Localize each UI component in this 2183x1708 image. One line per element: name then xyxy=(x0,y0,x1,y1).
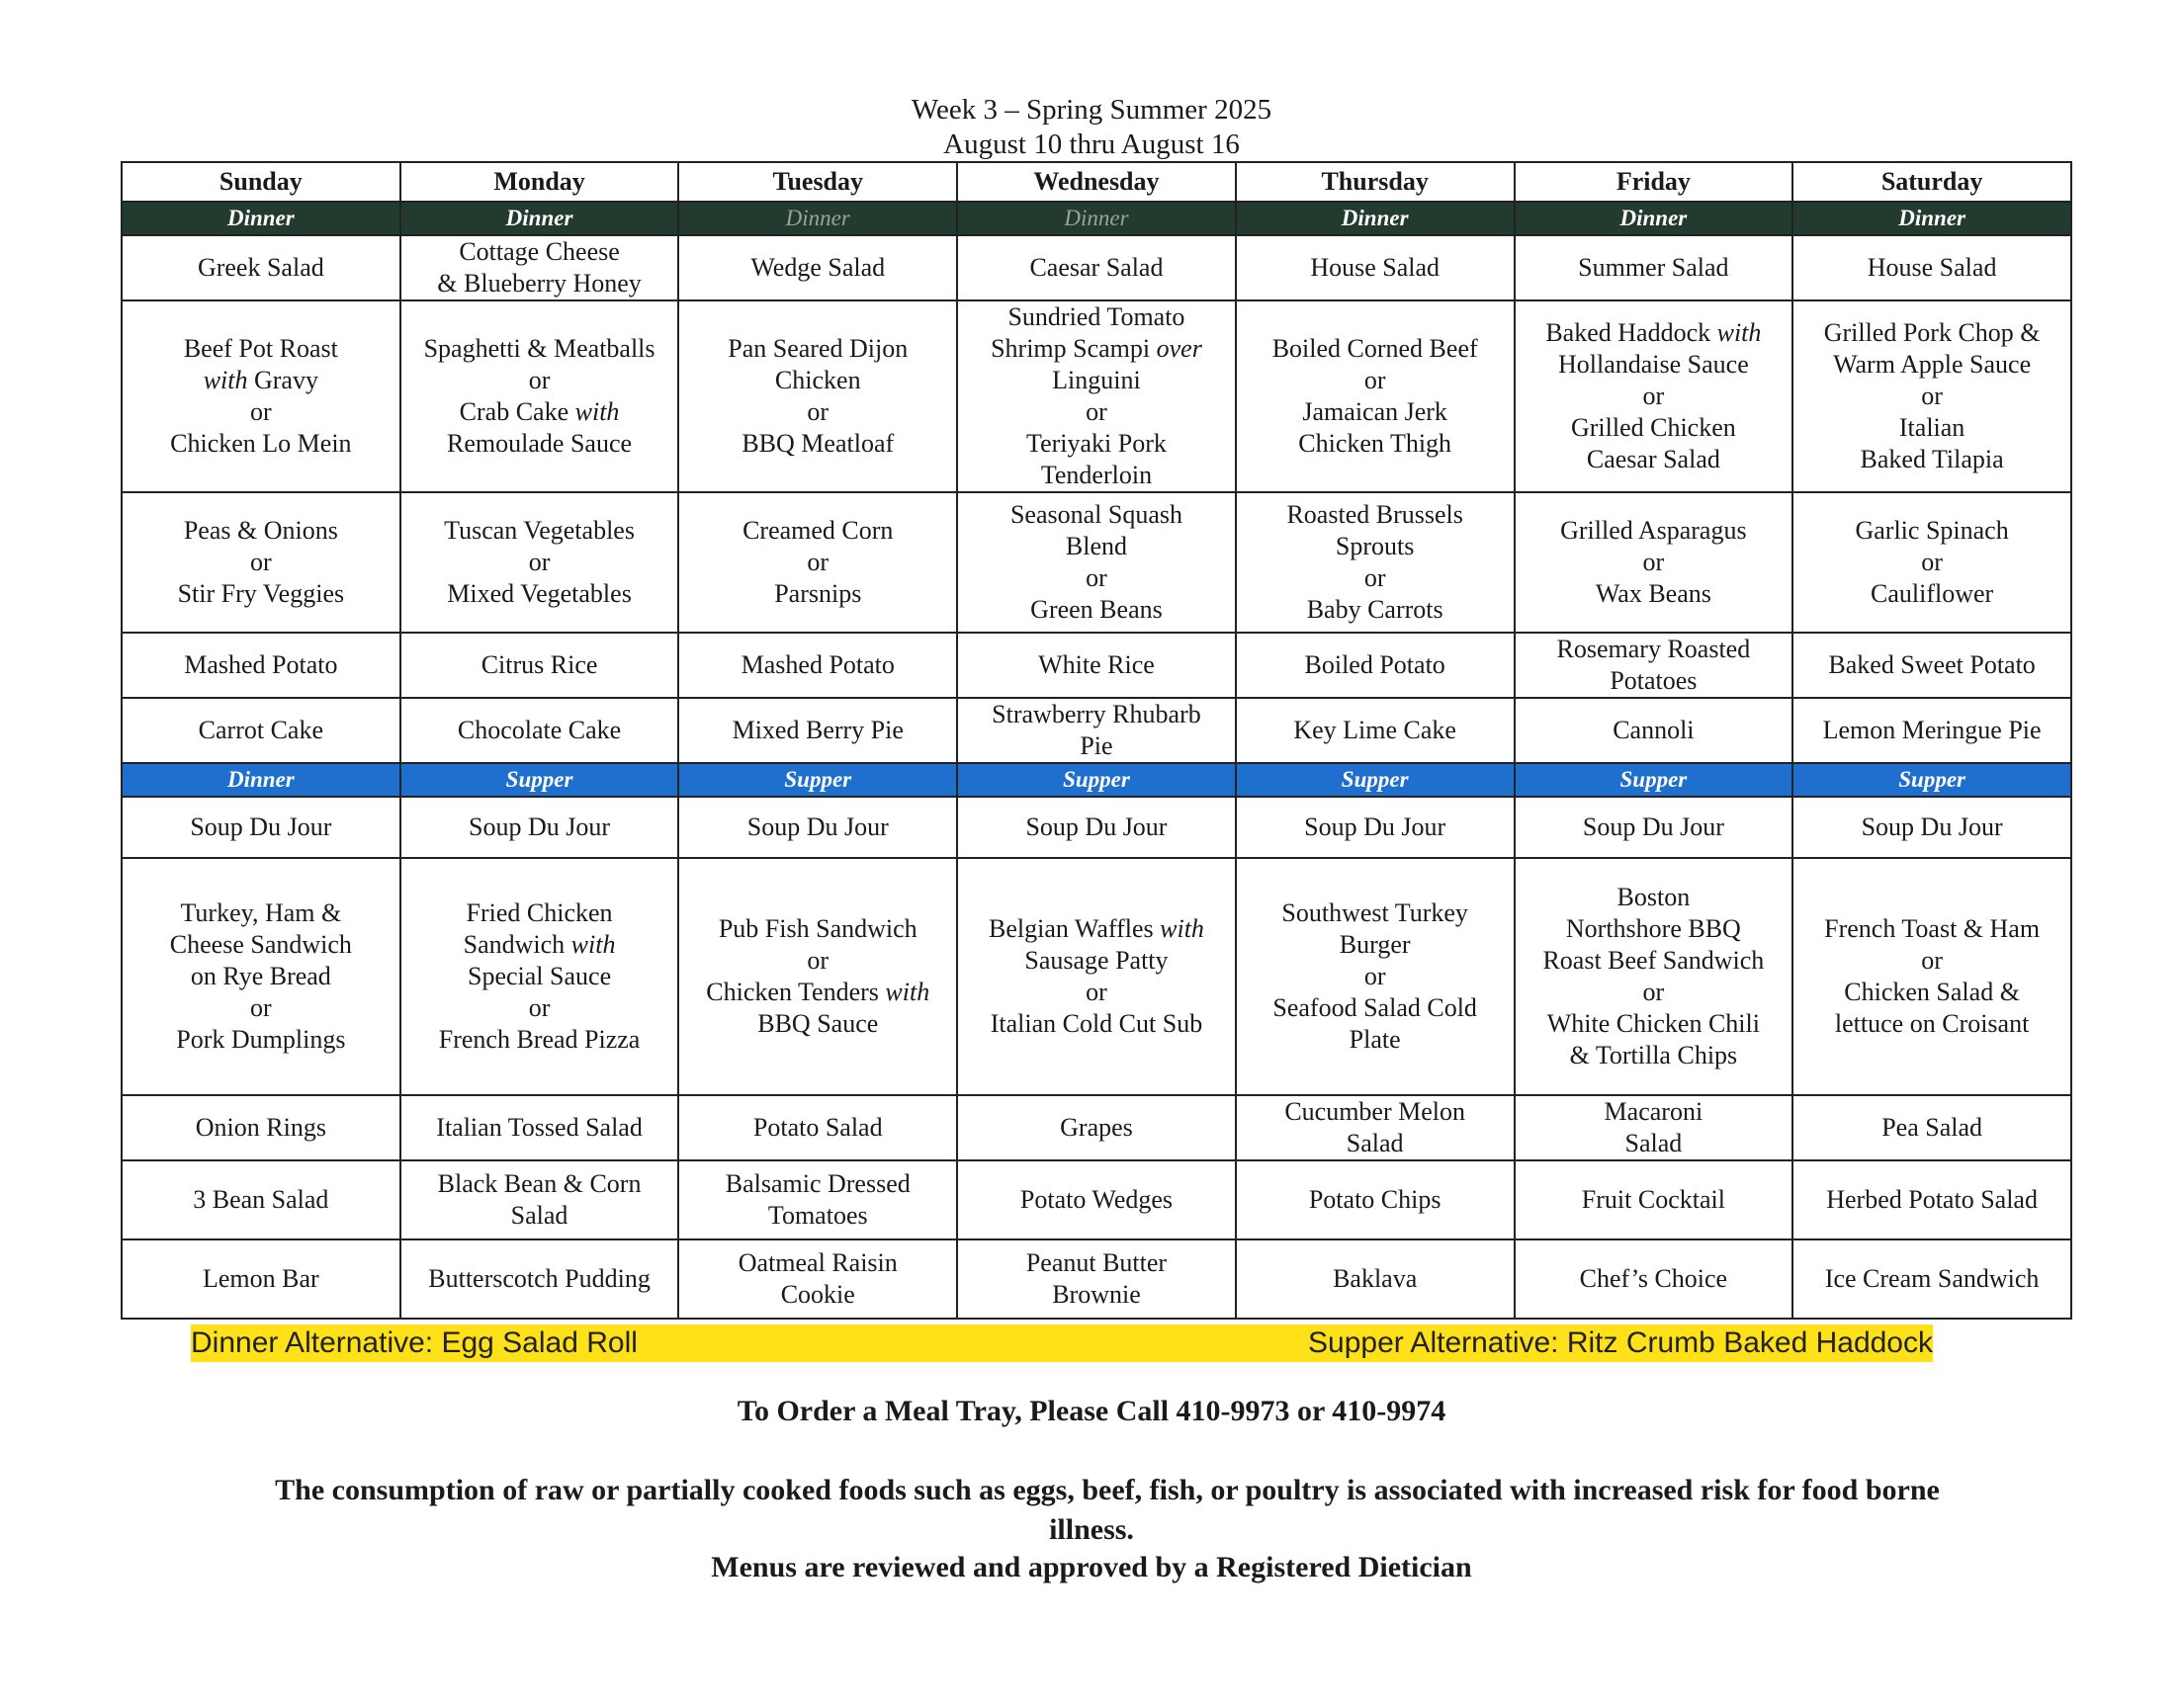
menu-cell-wednesday xyxy=(957,633,1236,698)
menu-row xyxy=(122,858,2071,1095)
weekly-menu-table xyxy=(121,161,2072,1320)
menu-item-line: Sandwich with xyxy=(463,930,616,959)
menu-cell-tuesday xyxy=(678,1239,957,1319)
menu-item-line: Balsamic Dressed xyxy=(725,1169,911,1198)
menu-cell-sunday xyxy=(122,300,400,492)
menu-item-line: & Blueberry Honey xyxy=(437,269,642,298)
menu-item-line: Cottage Cheese xyxy=(459,237,620,266)
menu-item-line: BBQ Sauce xyxy=(757,1009,879,1038)
menu-item-line: or xyxy=(1363,962,1386,990)
menu-item-line: Potato Chips xyxy=(1308,1185,1441,1214)
menu-cell-thursday xyxy=(1236,300,1515,492)
menu-item-line: Chef’s Choice xyxy=(1579,1264,1728,1293)
menu-item-line: Herbed Potato Salad xyxy=(1826,1185,2038,1214)
menu-row xyxy=(122,300,2071,492)
menu-item-line: or xyxy=(528,548,551,576)
menu-cell-tuesday xyxy=(678,235,957,300)
menu-item-line: Potatoes xyxy=(1610,666,1698,695)
menu-item-line: or xyxy=(1086,397,1107,426)
menu-cell-sunday xyxy=(122,797,400,858)
menu-item-line: or xyxy=(250,548,272,576)
meal-band-label: Dinner xyxy=(400,202,679,235)
menu-cell-thursday xyxy=(1236,1239,1515,1319)
menu-item-line: Oatmeal Raisin xyxy=(738,1248,898,1277)
menu-item-line: Macaroni xyxy=(1604,1097,1703,1126)
menu-item-line: Fruit Cocktail xyxy=(1581,1185,1725,1214)
menu-cell-monday xyxy=(400,858,679,1095)
menu-item-line: or xyxy=(1086,563,1107,592)
menu-item-line: on Rye Bread xyxy=(190,962,331,990)
menu-cell-wednesday xyxy=(957,698,1236,763)
menu-item-line: or xyxy=(1921,382,1943,410)
menu-item-line: Chicken xyxy=(774,366,861,394)
menu-cell-wednesday xyxy=(957,1239,1236,1319)
menu-cell-saturday xyxy=(1792,492,2071,633)
menu-item-line: or xyxy=(1642,978,1665,1006)
menu-item-line: with Gravy xyxy=(203,366,318,394)
menu-cell-friday xyxy=(1515,858,1793,1095)
menu-item-line: Baked Haddock with xyxy=(1545,318,1762,347)
menu-cell-sunday xyxy=(122,235,400,300)
menu-cell-monday xyxy=(400,633,679,698)
menu-cell-thursday xyxy=(1236,235,1515,300)
menu-item-line: Baked Sweet Potato xyxy=(1828,650,2036,679)
menu-item-line: French Toast & Ham xyxy=(1824,914,2041,943)
supper-alternative: Supper Alternative: Ritz Crumb Baked Haddock xyxy=(1286,1324,1933,1362)
menu-item-line: Mixed Vegetables xyxy=(447,579,632,608)
menu-row xyxy=(122,1095,2071,1160)
menu-item-line: Lemon Bar xyxy=(203,1264,319,1293)
menu-item-line: Seasonal Squash xyxy=(1009,500,1182,529)
menu-cell-monday xyxy=(400,1239,679,1319)
day-header-friday: Friday xyxy=(1515,162,1793,202)
menu-cell-friday xyxy=(1515,797,1793,858)
menu-cell-tuesday xyxy=(678,698,957,763)
meal-band-label: Dinner xyxy=(957,202,1236,235)
menu-item-line: Cannoli xyxy=(1613,716,1695,744)
menu-item-line: Beef Pot Roast xyxy=(183,334,338,363)
menu-item-line: Italian Tossed Salad xyxy=(436,1113,643,1142)
menu-cell-saturday xyxy=(1792,1095,2071,1160)
menu-item-line: 3 Bean Salad xyxy=(193,1185,329,1214)
menu-item-line: Caesar Salad xyxy=(1586,445,1720,473)
meal-band-label: Supper xyxy=(1515,763,1793,797)
menu-item-line: Pie xyxy=(1080,731,1113,760)
menu-cell-sunday xyxy=(122,1095,400,1160)
menu-row xyxy=(122,1239,2071,1319)
menu-cell-friday xyxy=(1515,1160,1793,1239)
menu-cell-friday xyxy=(1515,698,1793,763)
menu-cell-saturday xyxy=(1792,797,2071,858)
menu-row xyxy=(122,235,2071,300)
menu-item-line: Sprouts xyxy=(1335,532,1415,560)
menu-item-line: Rosemary Roasted xyxy=(1556,635,1751,663)
menu-item-line: Tenderloin xyxy=(1040,461,1153,489)
menu-item-line: Peanut Butter xyxy=(1025,1248,1168,1277)
menu-cell-tuesday xyxy=(678,300,957,492)
dietician-approval-note: Menus are reviewed and approved by a Registered Dietician xyxy=(711,1551,1472,1583)
menu-item-line: Onion Rings xyxy=(195,1113,326,1142)
menu-item-line: Shrimp Scampi over xyxy=(991,334,1202,363)
menu-cell-sunday xyxy=(122,858,400,1095)
menu-item-line: Key Lime Cake xyxy=(1293,716,1456,744)
menu-cell-monday xyxy=(400,1160,679,1239)
menu-item-line: or xyxy=(807,397,830,426)
menu-item-line: French Bread Pizza xyxy=(438,1025,641,1054)
menu-item-line: Boiled Corned Beef xyxy=(1271,334,1478,363)
menu-item-line: Soup Du Jour xyxy=(1582,812,1724,841)
menu-item-line: or xyxy=(1642,382,1665,410)
menu-cell-tuesday xyxy=(678,797,957,858)
menu-item-line: Sundried Tomato xyxy=(1007,302,1185,331)
menu-cell-sunday xyxy=(122,633,400,698)
meal-band-label: Supper xyxy=(400,763,679,797)
meal-band-label: Supper xyxy=(1792,763,2071,797)
menu-item-line: Cheese Sandwich xyxy=(169,930,352,959)
menu-cell-thursday xyxy=(1236,858,1515,1095)
meal-band-label: Dinner xyxy=(122,202,400,235)
menu-item-line: Special Sauce xyxy=(468,962,612,990)
menu-cell-saturday xyxy=(1792,698,2071,763)
menu-cell-tuesday xyxy=(678,858,957,1095)
menu-item-line: House Salad xyxy=(1310,253,1441,282)
meal-band-label: Supper xyxy=(957,763,1236,797)
menu-item-line: Black Bean & Corn xyxy=(437,1169,642,1198)
day-header-monday: Monday xyxy=(400,162,679,202)
menu-row xyxy=(122,797,2071,858)
menu-item-line: lettuce on Croisant xyxy=(1834,1009,2030,1038)
menu-item-line: Remoulade Sauce xyxy=(447,429,633,458)
menu-item-line: Chicken Lo Mein xyxy=(170,429,352,458)
menu-item-line: Chicken Tenders with xyxy=(706,978,930,1006)
menu-item-line: Wax Beans xyxy=(1595,579,1711,608)
menu-item-line: Baby Carrots xyxy=(1306,595,1443,624)
menu-cell-saturday xyxy=(1792,858,2071,1095)
menu-item-line: Linguini xyxy=(1052,366,1141,394)
menu-item-line: Pan Seared Dijon xyxy=(728,334,909,363)
menu-item-line: Salad xyxy=(1624,1129,1683,1157)
meal-band-label: Dinner xyxy=(1236,202,1515,235)
menu-item-line: Seafood Salad Cold xyxy=(1272,993,1477,1022)
menu-item-line: or xyxy=(250,993,272,1022)
menu-item-line: Fried Chicken xyxy=(466,898,613,927)
menu-cell-tuesday xyxy=(678,1160,957,1239)
day-header-wednesday: Wednesday xyxy=(957,162,1236,202)
menu-item-line: Blend xyxy=(1065,532,1128,560)
menu-item-line: Italian xyxy=(1898,413,1965,442)
menu-cell-wednesday xyxy=(957,492,1236,633)
menu-item-line: Pork Dumplings xyxy=(176,1025,346,1054)
menu-cell-monday xyxy=(400,492,679,633)
menu-item-line: or xyxy=(528,366,551,394)
menu-item-line: House Salad xyxy=(1867,253,1997,282)
menu-item-line: or xyxy=(807,548,830,576)
menu-item-line: Cucumber Melon xyxy=(1284,1097,1465,1126)
menu-item-line: or xyxy=(528,993,551,1022)
menu-cell-friday xyxy=(1515,492,1793,633)
menu-item-line: White Chicken Chili xyxy=(1546,1009,1760,1038)
menu-cell-monday xyxy=(400,235,679,300)
menu-item-line: Chicken Salad & xyxy=(1844,978,2020,1006)
menu-item-line: or xyxy=(1363,366,1386,394)
menu-item-line: Chocolate Cake xyxy=(457,716,622,744)
menu-item-line: Hollandaise Sauce xyxy=(1557,350,1749,379)
menu-item-line: Cookie xyxy=(780,1280,855,1309)
menu-item-line: Grilled Asparagus xyxy=(1560,516,1747,545)
menu-item-line: Ice Cream Sandwich xyxy=(1824,1264,2040,1293)
menu-item-line: Northshore BBQ xyxy=(1565,914,1741,943)
menu-item-line: Salad xyxy=(1346,1129,1404,1157)
menu-title: Week 3 – Spring Summer 2025 xyxy=(911,94,1272,126)
day-header-sunday: Sunday xyxy=(122,162,400,202)
menu-item-line: Roast Beef Sandwich xyxy=(1542,946,1765,975)
menu-cell-thursday xyxy=(1236,698,1515,763)
menu-item-line: Green Beans xyxy=(1030,595,1163,624)
menu-item-line: Mashed Potato xyxy=(184,650,338,679)
menu-item-line: Boston xyxy=(1616,883,1691,911)
food-safety-warning-continued: illness. xyxy=(1049,1513,1134,1546)
menu-cell-wednesday xyxy=(957,1160,1236,1239)
menu-cell-wednesday xyxy=(957,1095,1236,1160)
menu-item-line: Peas & Onions xyxy=(183,516,338,545)
menu-item-line: Caesar Salad xyxy=(1029,253,1164,282)
menu-item-line: Burger xyxy=(1339,930,1411,959)
menu-item-line: Belgian Waffles with xyxy=(988,914,1204,943)
menu-cell-friday xyxy=(1515,1239,1793,1319)
menu-item-line: or xyxy=(250,397,272,426)
menu-item-line: Crab Cake with xyxy=(459,397,620,426)
menu-row xyxy=(122,492,2071,633)
menu-item-line: Mixed Berry Pie xyxy=(732,716,904,744)
menu-item-line: or xyxy=(1363,563,1386,592)
menu-cell-monday xyxy=(400,797,679,858)
menu-cell-friday xyxy=(1515,1095,1793,1160)
menu-cell-sunday xyxy=(122,698,400,763)
menu-item-line: Chicken Thigh xyxy=(1298,429,1452,458)
menu-item-line: Soup Du Jour xyxy=(746,812,889,841)
menu-item-line: Spaghetti & Meatballs xyxy=(423,334,655,363)
menu-cell-wednesday xyxy=(957,235,1236,300)
menu-item-line: Soup Du Jour xyxy=(190,812,332,841)
menu-cell-thursday xyxy=(1236,1095,1515,1160)
menu-item-line: Soup Du Jour xyxy=(1025,812,1168,841)
menu-item-line: Tomatoes xyxy=(767,1201,868,1230)
menu-item-line: Sausage Patty xyxy=(1024,946,1169,975)
menu-row xyxy=(122,698,2071,763)
menu-item-line: Parsnips xyxy=(774,579,862,608)
menu-cell-sunday xyxy=(122,492,400,633)
meal-band-label: Supper xyxy=(1236,763,1515,797)
menu-cell-monday xyxy=(400,300,679,492)
meal-band-label: Dinner xyxy=(1792,202,2071,235)
menu-item-line: Strawberry Rhubarb xyxy=(992,700,1201,728)
menu-cell-saturday xyxy=(1792,235,2071,300)
menu-cell-saturday xyxy=(1792,633,2071,698)
menu-cell-wednesday xyxy=(957,858,1236,1095)
menu-cell-tuesday xyxy=(678,492,957,633)
menu-item-line: Stir Fry Veggies xyxy=(177,579,345,608)
menu-item-line: Grilled Pork Chop & xyxy=(1823,318,2041,347)
menu-cell-tuesday xyxy=(678,1095,957,1160)
menu-item-line: Turkey, Ham & xyxy=(180,898,342,927)
food-safety-warning: The consumption of raw or partially cooked foods such as eggs, beef, fish, or poultry is associated with increased risk for food borne xyxy=(275,1474,1940,1506)
menu-item-line: Southwest Turkey xyxy=(1281,898,1468,927)
menu-row xyxy=(122,633,2071,698)
day-header-saturday: Saturday xyxy=(1792,162,2071,202)
menu-item-line: Baked Tilapia xyxy=(1860,445,2004,473)
menu-item-line: & Tortilla Chips xyxy=(1569,1041,1738,1069)
menu-cell-friday xyxy=(1515,235,1793,300)
menu-item-line: Potato Salad xyxy=(752,1113,883,1142)
menu-item-line: Summer Salad xyxy=(1578,253,1729,282)
meal-band-label: Supper xyxy=(678,763,957,797)
menu-cell-monday xyxy=(400,698,679,763)
menu-item-line: Soup Du Jour xyxy=(1861,812,2003,841)
day-header-tuesday: Tuesday xyxy=(678,162,957,202)
menu-cell-friday xyxy=(1515,633,1793,698)
menu-item-line: Garlic Spinach xyxy=(1855,516,2009,545)
menu-cell-thursday xyxy=(1236,633,1515,698)
menu-item-line: or xyxy=(1921,548,1943,576)
menu-item-line: Grapes xyxy=(1060,1113,1133,1142)
menu-cell-saturday xyxy=(1792,1239,2071,1319)
menu-item-line: Cauliflower xyxy=(1871,579,1994,608)
menu-item-line: Wedge Salad xyxy=(750,253,886,282)
menu-item-line: Carrot Cake xyxy=(198,716,324,744)
supper-band-row xyxy=(122,763,2071,797)
menu-item-line: Brownie xyxy=(1052,1280,1141,1309)
menu-item-line: or xyxy=(1642,548,1665,576)
menu-item-line: Mashed Potato xyxy=(741,650,895,679)
menu-cell-sunday xyxy=(122,1160,400,1239)
menu-cell-tuesday xyxy=(678,633,957,698)
menu-cell-saturday xyxy=(1792,1160,2071,1239)
menu-item-line: Citrus Rice xyxy=(480,650,598,679)
menu-item-line: Jamaican Jerk xyxy=(1302,397,1447,426)
menu-item-line: Creamed Corn xyxy=(742,516,894,545)
menu-item-line: BBQ Meatloaf xyxy=(742,429,895,458)
menu-item-line: White Rice xyxy=(1038,650,1155,679)
menu-item-line: Boiled Potato xyxy=(1304,650,1445,679)
menu-date-range: August 10 thru August 16 xyxy=(943,128,1240,160)
menu-item-line: Soup Du Jour xyxy=(469,812,611,841)
day-header-row xyxy=(122,162,2071,202)
menu-cell-thursday xyxy=(1236,797,1515,858)
menu-cell-thursday xyxy=(1236,1160,1515,1239)
menu-item-line: or xyxy=(1921,946,1943,975)
meal-band-label: Dinner xyxy=(122,763,400,797)
menu-item-line: Italian Cold Cut Sub xyxy=(990,1009,1203,1038)
menu-item-line: Greek Salad xyxy=(197,253,324,282)
menu-cell-monday xyxy=(400,1095,679,1160)
menu-cell-sunday xyxy=(122,1239,400,1319)
menu-item-line: Warm Apple Sauce xyxy=(1833,350,2032,379)
menu-item-line: Soup Du Jour xyxy=(1304,812,1446,841)
menu-item-line: or xyxy=(807,946,830,975)
menu-item-line: Potato Wedges xyxy=(1019,1185,1174,1214)
day-header-thursday: Thursday xyxy=(1236,162,1515,202)
menu-item-line: Grilled Chicken xyxy=(1570,413,1736,442)
menu-item-line: Pea Salad xyxy=(1881,1113,1983,1142)
menu-item-line: Salad xyxy=(510,1201,568,1230)
menu-item-line: Teriyaki Pork xyxy=(1026,429,1167,458)
meal-band-label: Dinner xyxy=(678,202,957,235)
menu-item-line: Pub Fish Sandwich xyxy=(718,914,917,943)
menu-row xyxy=(122,1160,2071,1239)
dinner-band-row xyxy=(122,202,2071,235)
menu-item-line: or xyxy=(1086,978,1107,1006)
menu-item-line: Baklava xyxy=(1333,1264,1418,1293)
menu-cell-saturday xyxy=(1792,300,2071,492)
meal-band-label: Dinner xyxy=(1515,202,1793,235)
menu-cell-wednesday xyxy=(957,797,1236,858)
menu-item-line: Plate xyxy=(1349,1025,1401,1054)
dinner-alternative: Dinner Alternative: Egg Salad Roll xyxy=(191,1324,1286,1362)
order-instructions: To Order a Meal Tray, Please Call 410-9973 or 410-9974 xyxy=(737,1395,1446,1427)
menu-cell-friday xyxy=(1515,300,1793,492)
menu-item-line: Tuscan Vegetables xyxy=(444,516,635,545)
menu-item-line: Roasted Brussels xyxy=(1286,500,1463,529)
menu-cell-wednesday xyxy=(957,300,1236,492)
menu-item-line: Lemon Meringue Pie xyxy=(1822,716,2042,744)
menu-item-line: Butterscotch Pudding xyxy=(428,1264,651,1293)
menu-cell-thursday xyxy=(1236,492,1515,633)
